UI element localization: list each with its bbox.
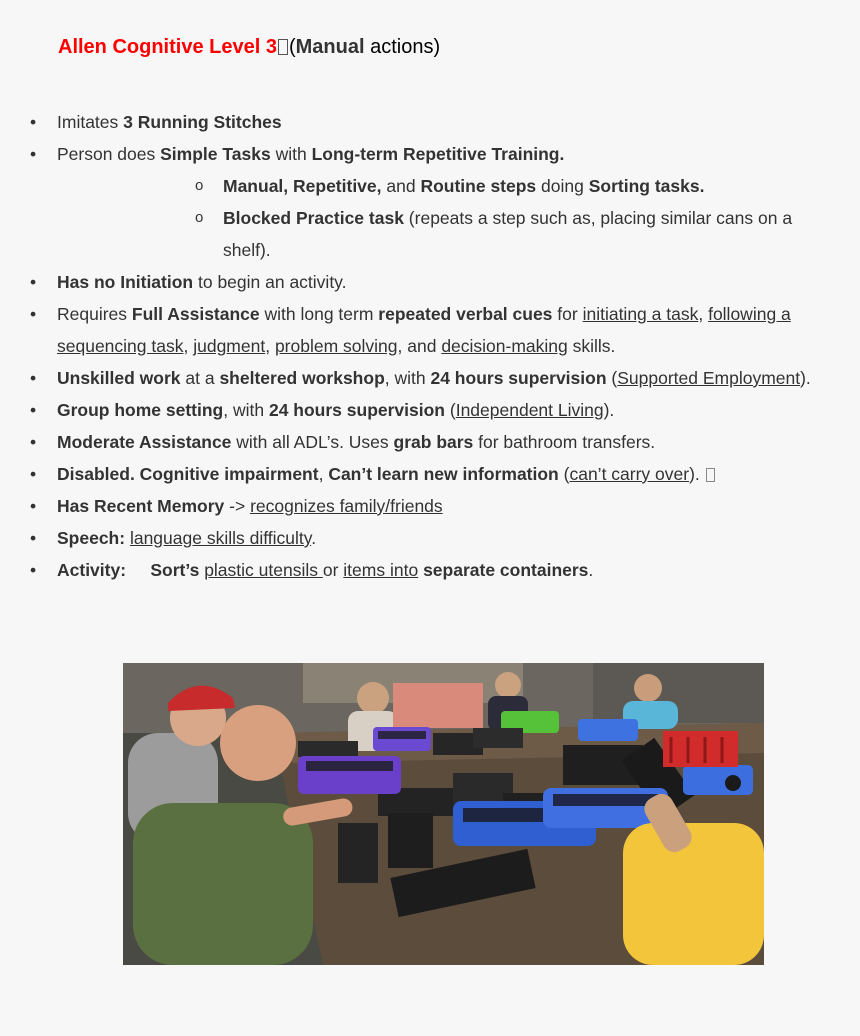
underlined-text: problem solving (274, 336, 398, 356)
text-run: ). (689, 464, 700, 484)
bold-text: Activity: (57, 560, 127, 580)
bold-text: Sort’s (150, 560, 200, 580)
text-run: Imitates (57, 112, 124, 132)
sub-list-item (0, 170, 860, 202)
text-run: ). (603, 400, 615, 420)
bold-text: Full Assistance (131, 304, 260, 324)
text-run: with long term (259, 304, 379, 324)
text-run: , (183, 336, 194, 356)
text-run: . (311, 528, 317, 548)
list-item (0, 138, 860, 170)
list-item (0, 266, 860, 298)
text-run: Person does (57, 144, 161, 164)
text-run: for bathroom transfers. (473, 432, 656, 452)
bold-text: 24 hours supervision (430, 368, 607, 388)
underlined-text: items into (343, 560, 419, 580)
text-run: (repeats a step such as, placing similar cans on a shelf). (223, 208, 793, 260)
bold-text: grab bars (393, 432, 474, 452)
activity-photo (123, 663, 764, 965)
page-title (58, 36, 440, 59)
text-run: -> (224, 496, 251, 516)
bold-text: Simple Tasks (160, 144, 271, 164)
bold-text: Manual, Repetitive, (223, 176, 382, 196)
bold-text: Speech: (57, 528, 126, 548)
bold-text: Long-term Repetitive Training. (311, 144, 565, 164)
sub-list-item (0, 202, 860, 266)
bold-text: 24 hours supervision (268, 400, 445, 420)
bold-text: Blocked Practice task (223, 208, 404, 228)
bold-text: separate containers (423, 560, 589, 580)
list-item (0, 106, 860, 138)
bold-text: Unskilled work (57, 368, 181, 388)
text-run: at a (180, 368, 220, 388)
underlined-text: Supported Employment (617, 368, 801, 388)
text-run: for (552, 304, 583, 324)
text-run: and (381, 176, 421, 196)
text-run: skills. (567, 336, 616, 356)
bold-text: Sorting tasks. (588, 176, 705, 196)
list-item (0, 490, 860, 522)
text-run: , (698, 304, 709, 324)
underlined-text: initiating a task (582, 304, 699, 324)
text-run: , (265, 336, 275, 356)
bold-text: Has Recent Memory (57, 496, 225, 516)
bold-text: Moderate Assistance (57, 432, 232, 452)
bold-text: sheltered workshop (219, 368, 385, 388)
text-run: Requires (57, 304, 132, 324)
sorting-activity-illustration (123, 663, 764, 965)
underlined-text: can’t carry over (569, 464, 690, 484)
underlined-text: language skills difficulty (129, 528, 312, 548)
bold-text: Disabled. Cognitive impairment (57, 464, 319, 484)
text-run: , with (223, 400, 269, 420)
title-level: Allen Cognitive Level 3 (58, 36, 277, 58)
underlined-text: decision-making (441, 336, 568, 356)
list-item (0, 426, 860, 458)
text-run: to begin an activity. (193, 272, 347, 292)
title-rest: actions) (364, 36, 441, 58)
bold-text: Routine steps (420, 176, 537, 196)
missing-glyph-icon (278, 39, 288, 55)
list-item (0, 554, 860, 586)
bold-text: 3 Running Stitches (123, 112, 282, 132)
text-run: , and (397, 336, 442, 356)
bold-text: Group home setting (57, 400, 224, 420)
text-run: doing (536, 176, 589, 196)
text-run: . (588, 560, 594, 580)
title-bold-word: Manual (295, 36, 365, 58)
text-run: ( (558, 464, 570, 484)
text-run: ). (800, 368, 811, 388)
text-run: with (270, 144, 312, 164)
title-open-paren: ( (288, 36, 296, 58)
list-item (0, 458, 860, 490)
text-run: ( (606, 368, 618, 388)
text-run: or (322, 560, 344, 580)
text-run: , with (384, 368, 431, 388)
list-item (0, 298, 860, 362)
text-run (126, 560, 150, 580)
bold-text: Can’t learn new information (328, 464, 559, 484)
text-run: with all ADL’s. Uses (231, 432, 394, 452)
list-item (0, 394, 860, 426)
missing-glyph-icon (706, 468, 715, 482)
bullet-list (0, 106, 860, 586)
text-run: ( (445, 400, 456, 420)
bold-text: Has no Initiation (57, 272, 194, 292)
underlined-text: Independent Living (455, 400, 604, 420)
list-item (0, 522, 860, 554)
underlined-text: following a sequencing task (57, 304, 791, 356)
list-item (0, 362, 860, 394)
bold-text: repeated verbal cues (378, 304, 553, 324)
text-run: , (318, 464, 329, 484)
underlined-text: judgment (193, 336, 266, 356)
underlined-text: recognizes family/friends (250, 496, 443, 516)
underlined-text: plastic utensils (204, 560, 323, 580)
